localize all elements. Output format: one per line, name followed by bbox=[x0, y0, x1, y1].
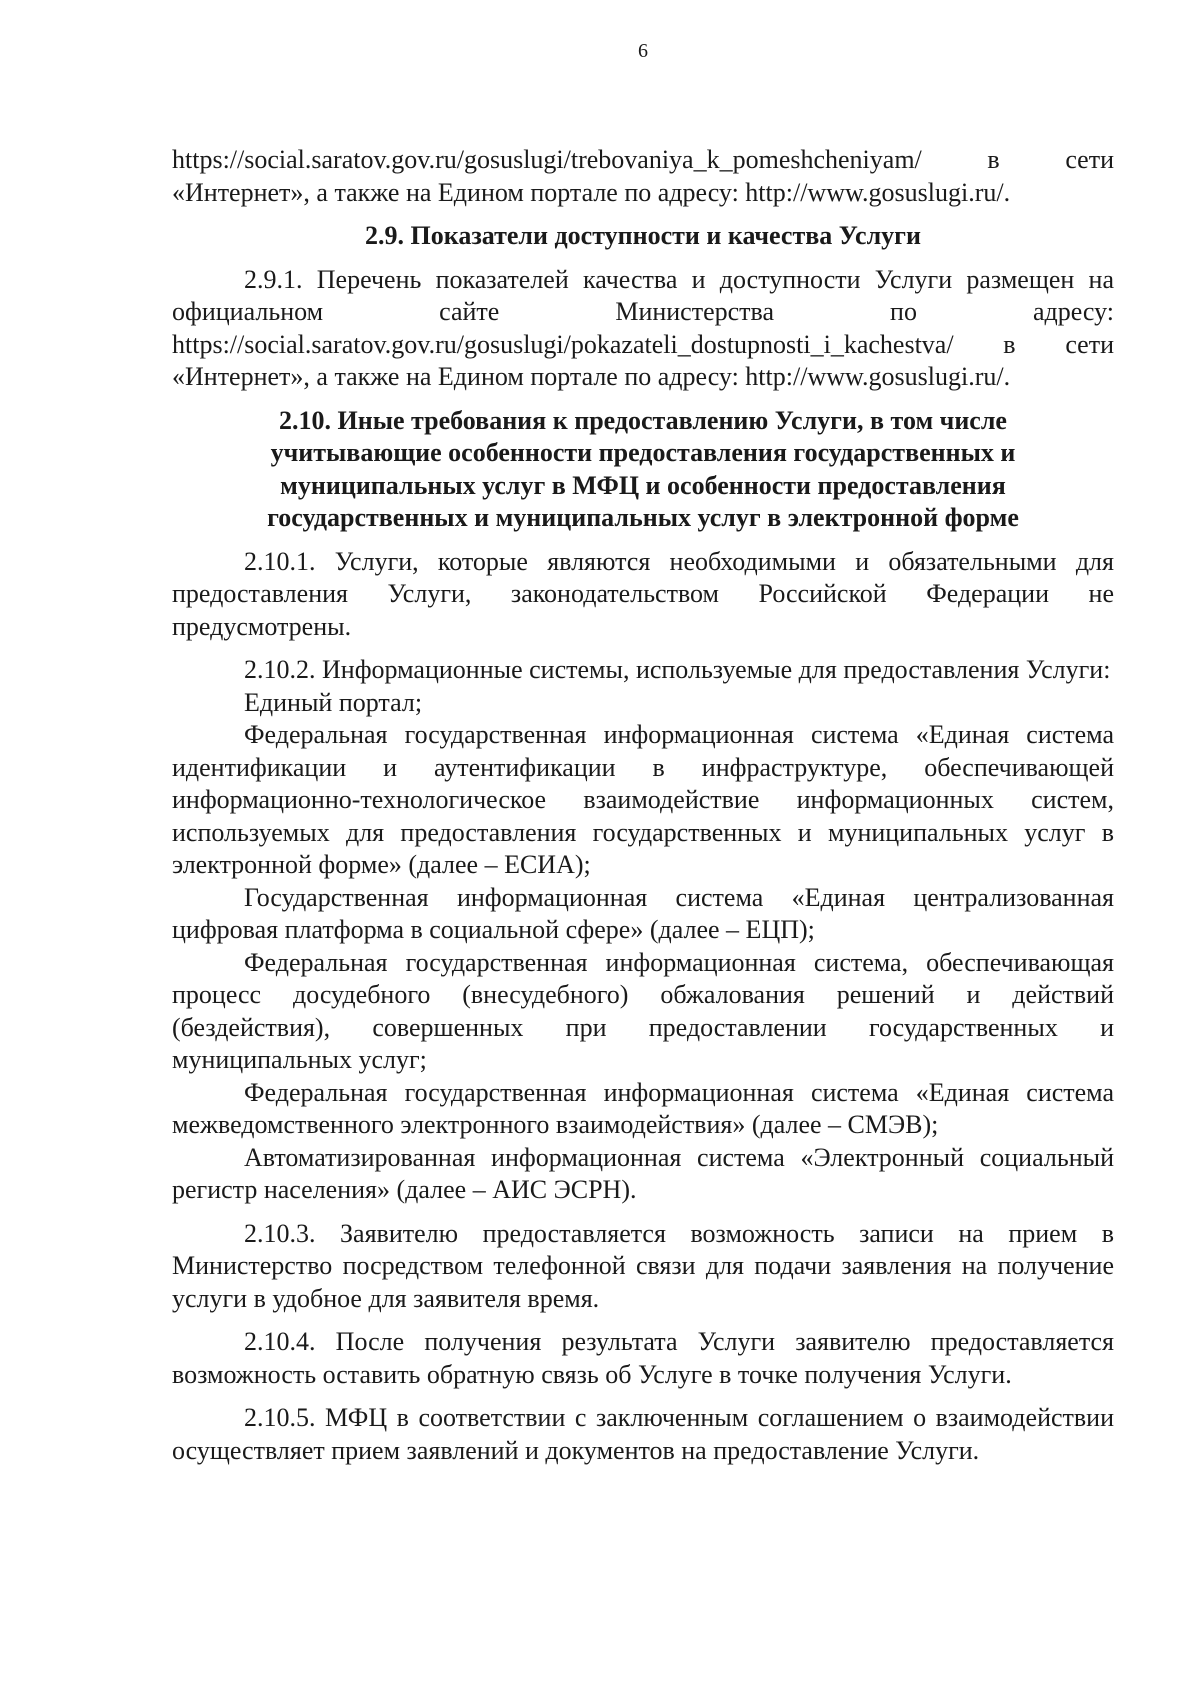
paragraph-2-9-1: 2.9.1. Перечень показателей качества и доступности Услуги размещен на официальном сайте Министерства по адресу: https://social.saratov.gov.ru/gosuslugi/pokazateli_dostupnosti_i_kachestva/ в сети «Интернет», а также на Едином портале по адресу: http://www.gosuslugi.ru/. bbox=[172, 264, 1114, 391]
paragraph-2-10-2: 2.10.2. Информационные системы, используемые для предоставления Услуги: bbox=[244, 655, 1111, 684]
section-heading-2-10: 2.10. Иные требования к предоставлению Услуги, в том числе учитывающие особенности предоставления государственных и муниципальных услуг в МФЦ и особенности предоставления государственных и муниципальных услуг в электронной форме bbox=[267, 405, 1019, 532]
paragraph-2-10-1: 2.10.1. Услуги, которые являются необходимыми и обязательными для предоставления Услуги, законодательством Российской Федерации не предусмотрены. bbox=[172, 546, 1114, 641]
intro-paragraph: https://social.saratov.gov.ru/gosuslugi/trebovaniya_k_pomeshcheniyam/ в сети «Интернет», а также на Едином портале по адресу: http://www.gosuslugi.ru/. bbox=[172, 145, 1114, 207]
system-item-esia: Федеральная государственная информационная система «Единая система идентификации и аутентификации в инфраструктуре, обеспечивающей информационно-технологическое взаимодействие информационных систем, используемых для предоставления государственных и муниципальных услуг в электронной форме» (далее – ЕСИА); bbox=[172, 720, 1114, 879]
paragraph-2-10-3: 2.10.3. Заявителю предоставляется возможность записи на прием в Министерство посредством телефонной связи для подачи заявления на получение услуги в удобное для заявителя время. bbox=[172, 1218, 1114, 1313]
system-item-smev: Федеральная государственная информационная система «Единая система межведомственного электронного взаимодействия» (далее – СМЭВ); bbox=[172, 1077, 1114, 1139]
system-item-unified-portal: Единый портал; bbox=[244, 687, 423, 717]
paragraph-2-10-4: 2.10.4. После получения результата Услуги заявителю предоставляется возможность оставить обратную связь об Услуге в точке получения Услуги. bbox=[172, 1327, 1114, 1389]
system-item-ecp: Государственная информационная система «Единая централизованная цифровая платформа в социальной сфере» (далее – ЕЦП); bbox=[172, 882, 1114, 944]
system-item-appeals: Федеральная государственная информационная система, обеспечивающая процесс досудебного (внесудебного) обжалования решений и действий (бездействия), совершенных при предоставлении государственных и муниципальных услуг; bbox=[172, 947, 1114, 1074]
document-page bbox=[172, 30, 1114, 1467]
page-number: 6 bbox=[638, 40, 648, 62]
paragraph-2-10-5: 2.10.5. МФЦ в соответствии с заключенным соглашением о взаимодействии осуществляет прием заявлений и документов на предоставление Услуги. bbox=[172, 1403, 1114, 1465]
system-item-ais-esrn: Автоматизированная информационная система «Электронный социальный регистр населения» (далее – АИС ЭСРН). bbox=[172, 1142, 1114, 1204]
section-heading-2-9: 2.9. Показатели доступности и качества Услуги bbox=[365, 221, 921, 250]
